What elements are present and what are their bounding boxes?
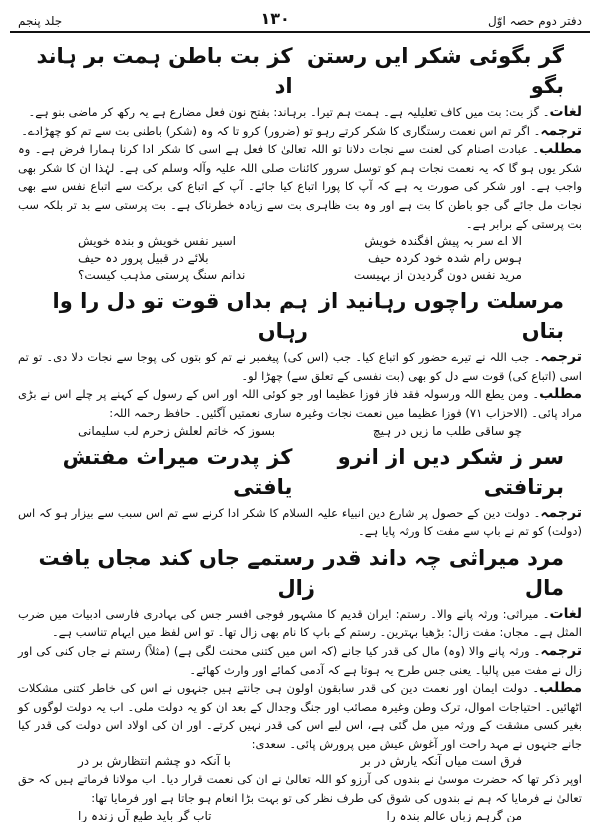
verse-second-half: کز پدرت میراث مفتش یافتی bbox=[62, 444, 293, 499]
poem-line bbox=[18, 753, 582, 770]
matlab-paragraph bbox=[18, 140, 582, 233]
verse-first-half: مرد میراثی چہ داند قدر مال bbox=[323, 545, 564, 600]
poem-line bbox=[18, 267, 582, 284]
lughat-paragraph bbox=[18, 103, 582, 122]
lughat-text: ۔ گز بت: بت میں کاف تعلیلیہ ہے۔ ہمت ہم تیرا۔ برہاند: بفتح نون فعل مضارع ہے یہ رکھ کر ماضی بنو ہے۔ bbox=[28, 105, 550, 119]
matlab-text: ۔ دولت ایمان اور نعمت دین کی قدر سابقون اولون ہی جانتے ہیں جنہوں نے اس کی خاطر کتنی مشکلات اٹھائیں۔ احتیاجات اموال، ترک وطن وغیرہ مصائب اور جنگ وجدال کے بعد ان کو یہ دولت ملی۔ اب یہ دولت لوگوں کو بغیر کسی مشقت کے ورثہ میں مل گئی ہے، اس لیے اس کی قدر نہیں کرتے۔ اور ان کی اولاد اس دولت کی قدر کیا جانے جنہوں نے مہد راحت اور آغوش عیش میں پرورش پائی۔ سعدی: bbox=[18, 681, 582, 751]
poem-first-half: من گرہم زباں عالم بندہ را bbox=[386, 808, 522, 822]
poem-first-half: فرق است میاں آنکہ یارش در بر bbox=[360, 754, 522, 769]
poem-line bbox=[18, 250, 582, 267]
tarjuma-text: ۔ اگر تم اس نعمت رستگاری کا شکر کرتے رہو تو (ضرور) کرو تا کہ وہ (شکر) باطنی بت سے تم کو چھڑادے۔ bbox=[21, 123, 541, 138]
verse-second-half: ہم بداں قوت تو دل را وا رہاں bbox=[52, 289, 308, 344]
poem-first-half: ہوس رام شدہ خود کردہ حیف bbox=[367, 251, 522, 266]
lughat-text: ۔ میراثی: ورثہ پانے والا۔ رستم: ایران قدیم کا مشہور فوجی افسر جس کی بہادری فارسی ادبیات میں ضرب المثل ہے۔ مجاں: مفت زال: بڑھیا بہترین۔ رستم کے باپ کا نام بھی زال تھا۔ تو اس لفظ میں ایہام تناسب ہے۔ bbox=[18, 606, 582, 640]
tarjuma-label: ترجمہ bbox=[540, 349, 582, 366]
verse-couplet bbox=[18, 286, 582, 346]
poem-first-half: الا اے سر بہ پیش افگندہ خویش bbox=[364, 234, 522, 249]
book-title: دفتر دوم حصہ اوّل bbox=[487, 14, 582, 28]
poem-second-half: تاب گر باید طبع آں زندہ را bbox=[78, 808, 212, 822]
matlab-label: مطلب bbox=[539, 386, 582, 403]
poem-second-half: اسیر نفس خویش و بندہ خویش bbox=[78, 234, 237, 249]
tarjuma-paragraph bbox=[18, 122, 582, 141]
verse-first-half: گر بگوئی شکر ایں رستن بگو bbox=[306, 44, 564, 98]
verse-first-half: سر ز شکر دیں از انرو برتافتی bbox=[337, 444, 564, 499]
volume-label: جلد پنجم bbox=[18, 14, 63, 28]
poem-second-half: بلائے در قبیل پرور دہ حیف bbox=[78, 251, 209, 266]
lughat-label: لغات bbox=[549, 605, 582, 622]
poem-second-half: بسوز کہ خاتم لعلش زحرم لب سلیمانی bbox=[78, 423, 276, 438]
page-header bbox=[10, 4, 590, 33]
verse-couplet bbox=[18, 442, 582, 502]
matlab-text: ۔ عبادت اصنام کی لعنت سے نجات دلانا تو اللہ تعالیٰ کا فعل ہے اسی کا شکر ادا کرنا ہمارا فرض ہے۔ وہ شکر یوں ہو گا کہ یہ نعمت نجات ہم کو توسل سرور کائنات صلی اللہ علیہ وآلہ وسلم کی ہے۔ لہٰذا ان کا شکر بھی واجب ہے۔ اور شکر کی صورت یہ ہے کہ آپ کا پورا اتباع کیا جائے۔ آپ کے اتباع کی برکت سے اتباع نفس سے بھی نجات مل جائے گی جو باطن کا بت ہے اور وہ بت ظاہری بت سے زیادہ خطرناک ہے۔ بت پرستی سے بد تر بلکہ سب بت پرستی کے برابر ہے۔ bbox=[18, 142, 582, 231]
matlab-label: مطلب bbox=[539, 680, 582, 697]
poem-line bbox=[18, 233, 582, 250]
verse-couplet bbox=[18, 41, 582, 101]
poem-second-half: با آنکہ دو چشم انتظارش بر در bbox=[78, 754, 231, 769]
matlab-paragraph bbox=[18, 679, 582, 753]
scanned-book-page bbox=[10, 4, 590, 822]
verse-second-half: رستمے جاں کند مجاں یافت زال bbox=[38, 545, 315, 600]
verse-first-half: مرسلت راچوں رہانید از بتاں bbox=[318, 289, 564, 344]
poem-second-half: ندانم سنگ پرستی مذہب کیست؟ bbox=[78, 268, 246, 283]
poem-first-half: چو ساقی طلب ما زیں در ہیچ bbox=[372, 423, 522, 438]
lughat-label: لغات bbox=[549, 104, 582, 120]
commentary-paragraph: اوپر ذکر تھا کہ حضرت موسیٰ نے بندوں کی آرزو کو اللہ تعالیٰ نے ان کی نعمت قرار دیا۔ اب مولانا فرماتے ہیں کہ حق تعالیٰ نے فرمایا کہ ہم نے بندوں کی شوق کی طرف نظر کی تو بہت بڑا انعام ہو جاتا ہے اور فرمایا تھا: bbox=[18, 772, 582, 806]
tarjuma-text: ۔ ورثہ پانے والا (وہ) مال کی قدر کیا جانے (کہ اس میں کتنی محنت لگی ہے) (مثلاً) رستم نے جاں کنی کی اور زال نے مفت میں پالیا۔ یعنی جس طرح یہ ہوتا ہے کہ آدمی کمائے اور وارث کھائے۔ bbox=[18, 643, 582, 677]
tarjuma-paragraph bbox=[18, 348, 582, 385]
page-body bbox=[10, 33, 590, 822]
tarjuma-label: ترجمہ bbox=[540, 642, 582, 659]
poem-first-half: مرید نفس دون گردیدن از بہیست bbox=[353, 268, 522, 283]
verse-second-half: کز بت باطن ہمت بر ہاند اد bbox=[36, 44, 293, 98]
poem-line bbox=[18, 423, 582, 440]
poem-line bbox=[18, 808, 582, 822]
tarjuma-paragraph bbox=[18, 504, 582, 541]
verse-couplet bbox=[18, 543, 582, 603]
matlab-paragraph bbox=[18, 385, 582, 422]
tarjuma-label: ترجمہ bbox=[540, 504, 582, 521]
tarjuma-text: ۔ دولت دین کے حصول پر شارع دین انبیاء علیہ السلام کا شکر ادا کرنے سے تم اس سبب سے بیزار ہو کہ اس (دولت) کو تم نے باپ سے مفت کا ورثہ پایا ہے۔ bbox=[18, 505, 582, 539]
matlab-text: ۔ ومن یطع اللہ ورسولہ فقد فاز فوزا عظیما اور جو کوئی اللہ اور اس کے رسول کے کہنے پر چلے اس نے بڑی مراد پائی۔ (الاحزاب ۷۱) فوزا عظیما میں نعمت نجات وغیرہ ساری نعمتیں آگئیں۔ حافظ رحمہ اللہ: bbox=[18, 387, 582, 420]
lughat-paragraph bbox=[18, 605, 582, 642]
matlab-label: مطلب bbox=[539, 141, 582, 158]
tarjuma-text: ۔ جب اللہ نے تیرے حضور کو اتباع کیا۔ جب (اس کی) پیغمبر نے تم کو بتوں کی پوجا سے نجات دلا دی۔ تو تم اسی (اتباع کی) قوت سے دل کو بھی (بت نفسی کے تعلق سے) چھڑا لو۔ bbox=[18, 350, 582, 383]
tarjuma-paragraph bbox=[18, 642, 582, 679]
page-number: ۱۳۰ bbox=[260, 9, 290, 28]
tarjuma-label: ترجمہ bbox=[540, 122, 582, 139]
